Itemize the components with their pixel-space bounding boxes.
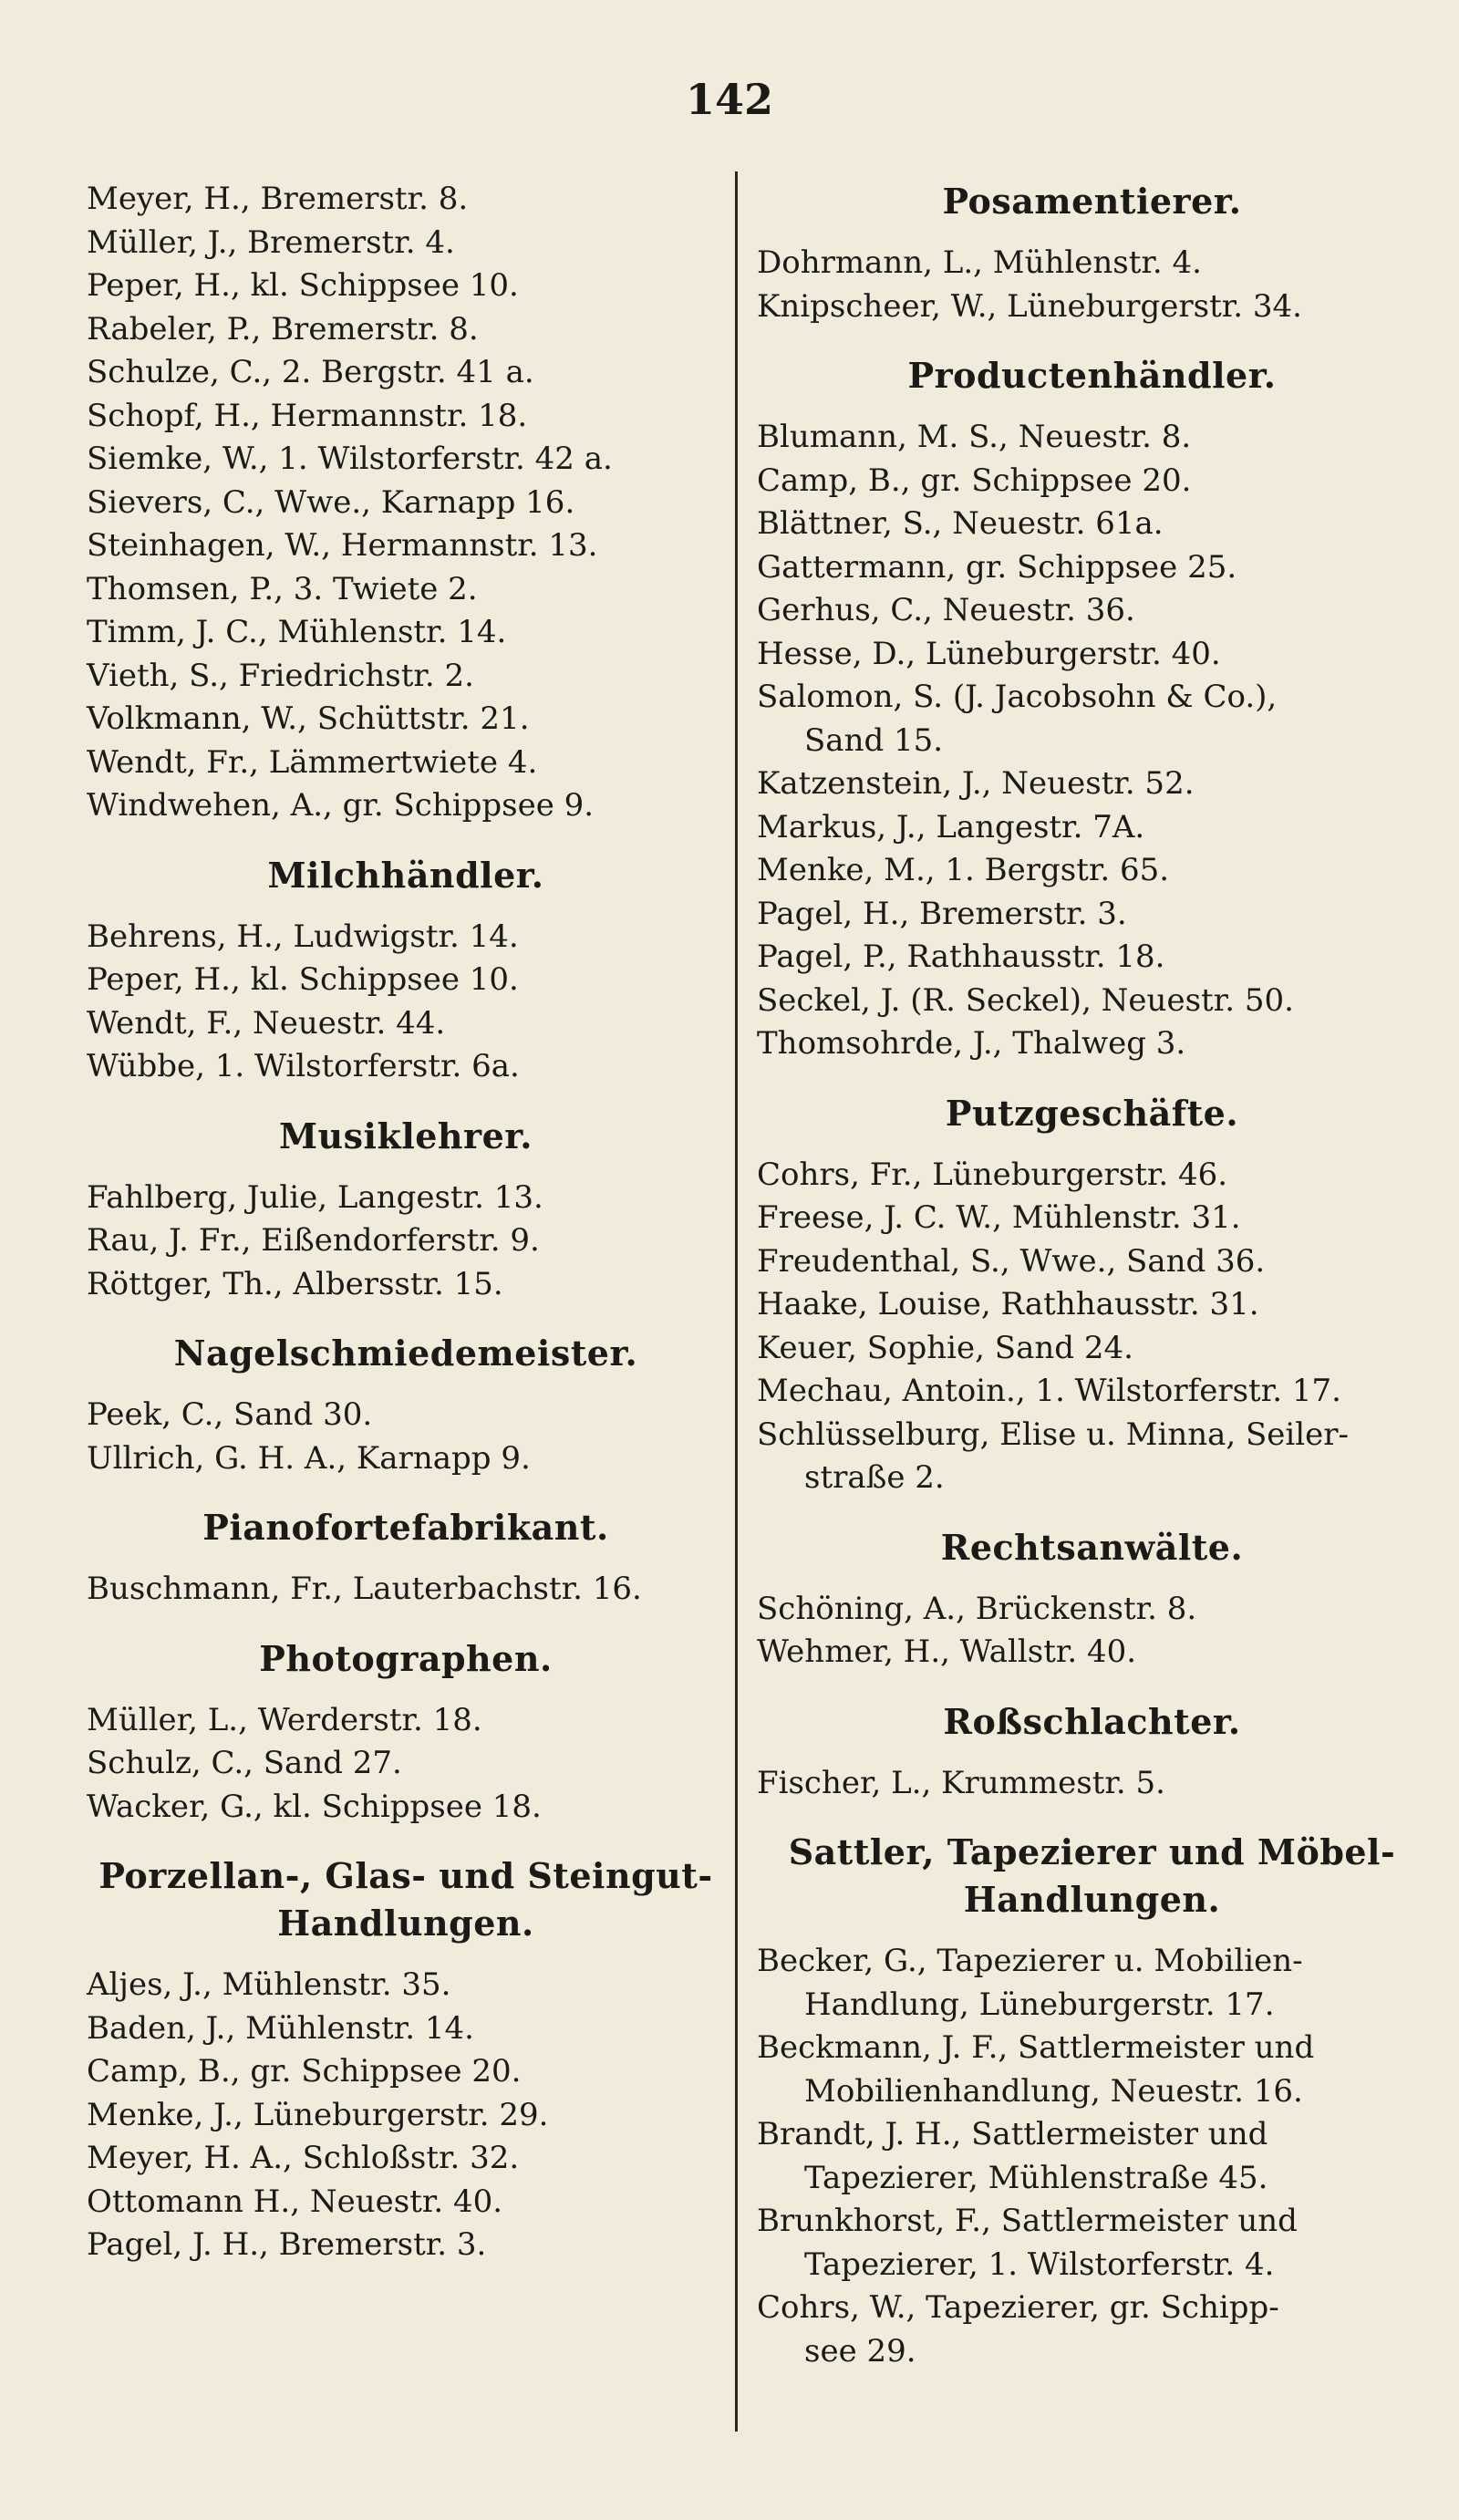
directory-entry: Sievers, C., Wwe., Karnapp 16. <box>87 483 575 521</box>
directory-entry: Behrens, H., Ludwigstr. 14. <box>87 918 519 955</box>
directory-entry: Timm, J. C., Mühlenstr. 14. <box>87 614 507 650</box>
directory-entry: Fischer, L., Krummestr. 5. <box>757 1764 1165 1801</box>
section-heading: Productenhändler. <box>907 355 1277 396</box>
directory-entry-continuation: Handlung, Lüneburgerstr. 17. <box>804 1986 1275 2023</box>
directory-entry-continuation: see 29. <box>804 2332 916 2370</box>
directory-entry: Blumann, M. S., Neuestr. 8. <box>757 419 1192 455</box>
section-heading: Nagelschmiedemeister. <box>173 1333 638 1374</box>
directory-entry: Aljes, J., Mühlenstr. 35. <box>87 1966 451 2003</box>
directory-entry: Schopf, H., Hermannstr. 18. <box>87 397 528 434</box>
directory-entry: Katzenstein, J., Neuestr. 52. <box>757 765 1195 802</box>
directory-entry: Markus, J., Langestr. 7A. <box>757 808 1145 845</box>
directory-entry: Gerhus, C., Neuestr. 36. <box>757 592 1135 628</box>
directory-entry: Siemke, W., 1. Wilstorferstr. 42 a. <box>87 441 613 477</box>
section-heading: Handlungen. <box>963 1879 1221 1920</box>
left-column <box>87 178 725 2267</box>
directory-entry: Peper, H., kl. Schippsee 10. <box>87 267 519 304</box>
directory-entry: Röttger, Th., Albersstr. 15. <box>87 1265 503 1302</box>
directory-entry: Schlüsselburg, Elise u. Minna, Seiler- <box>757 1416 1350 1453</box>
directory-entry: Peper, H., kl. Schippsee 10. <box>87 961 519 998</box>
page-number: 142 <box>685 75 774 124</box>
directory-entry: Meyer, H., Bremerstr. 8. <box>87 181 469 217</box>
directory-entry: Brandt, J. H., Sattlermeister und <box>757 2116 1268 2152</box>
directory-entry-continuation: Sand 15. <box>804 721 944 759</box>
section-heading: Photographen. <box>259 1637 553 1679</box>
directory-entry: Blättner, S., Neuestr. 61a. <box>757 505 1164 542</box>
directory-entry: Vieth, S., Friedrichstr. 2. <box>87 657 474 694</box>
directory-entry-continuation: Mobilienhandlung, Neuestr. 16. <box>804 2072 1303 2110</box>
section-heading: Rechtsanwälte. <box>940 1526 1244 1568</box>
directory-entry: Menke, M., 1. Bergstr. 65. <box>757 852 1170 888</box>
section-heading: Putzgeschäfte. <box>945 1092 1239 1134</box>
directory-entry: Freese, J. C. W., Mühlenstr. 31. <box>757 1199 1241 1236</box>
directory-entry: Volkmann, W., Schüttstr. 21. <box>87 700 530 737</box>
directory-entry: Haake, Louise, Rathhausstr. 31. <box>757 1286 1259 1322</box>
directory-entry: Wacker, G., kl. Schippsee 18. <box>87 1788 542 1825</box>
directory-entry: Rabeler, P., Bremerstr. 8. <box>87 310 479 347</box>
directory-entry-continuation: Tapezierer, 1. Wilstorferstr. 4. <box>804 2245 1275 2283</box>
section-heading: Milchhändler. <box>267 854 544 896</box>
directory-entry: Windwehen, A., gr. Schippsee 9. <box>87 787 595 824</box>
directory-entry-continuation: straße 2. <box>804 1459 945 1496</box>
directory-entry: Rau, J. Fr., Eißendorferstr. 9. <box>87 1222 540 1259</box>
section-heading: Pianofortefabrikant. <box>202 1507 609 1548</box>
directory-entry: Wendt, Fr., Lämmertwiete 4. <box>87 743 538 781</box>
directory-entry: Buschmann, Fr., Lauterbachstr. 16. <box>87 1571 642 1607</box>
section-heading: Sattler, Tapezierer und Möbel- <box>788 1831 1396 1872</box>
directory-entry: Müller, L., Werderstr. 18. <box>87 1701 482 1738</box>
right-column <box>757 178 1427 2373</box>
directory-entry: Steinhagen, W., Hermannstr. 13. <box>87 527 598 564</box>
directory-entry: Brunkhorst, F., Sattlermeister und <box>757 2203 1298 2239</box>
directory-entry: Peek, C., Sand 30. <box>87 1396 373 1433</box>
directory-entry: Becker, G., Tapezierer u. Mobilien- <box>757 1943 1303 1979</box>
directory-entry: Salomon, S. (J. Jacobsohn & Co.), <box>757 679 1278 715</box>
section-heading: Roßschlachter. <box>943 1700 1241 1742</box>
directory-entry: Pagel, H., Bremerstr. 3. <box>757 895 1127 932</box>
directory-entry: Schöning, A., Brückenstr. 8. <box>757 1590 1197 1627</box>
directory-entry: Keuer, Sophie, Sand 24. <box>757 1329 1133 1366</box>
directory-entry: Pagel, P., Rathhausstr. 18. <box>757 939 1165 975</box>
directory-entry: Meyer, H. A., Schloßstr. 32. <box>87 2140 520 2176</box>
section-heading: Posamentierer. <box>942 181 1242 222</box>
directory-entry: Müller, J., Bremerstr. 4. <box>87 223 455 261</box>
directory-entry: Fahlberg, Julie, Langestr. 13. <box>87 1178 543 1216</box>
directory-entry: Freudenthal, S., Wwe., Sand 36. <box>757 1242 1266 1280</box>
directory-entry: Pagel, J. H., Bremerstr. 3. <box>87 2226 487 2263</box>
directory-entry: Baden, J., Mühlenstr. 14. <box>87 2009 474 2047</box>
directory-entry: Beckmann, J. F., Sattlermeister und <box>757 2029 1315 2066</box>
directory-entry: Menke, J., Lüneburgerstr. 29. <box>87 2096 549 2133</box>
directory-entry-continuation: Tapezierer, Mühlenstraße 45. <box>804 2159 1268 2196</box>
directory-entry: Knipscheer, W., Lüneburgerstr. 34. <box>757 287 1302 325</box>
directory-entry: Thomsen, P., 3. Twiete 2. <box>87 570 478 607</box>
directory-entry: Cohrs, Fr., Lüneburgerstr. 46. <box>757 1156 1228 1193</box>
directory-entry: Cohrs, W., Tapezierer, gr. Schipp- <box>757 2289 1279 2326</box>
directory-entry: Camp, B., gr. Schippsee 20. <box>757 461 1192 499</box>
directory-entry: Ullrich, G. H. A., Karnapp 9. <box>87 1439 531 1477</box>
directory-entry: Gattermann, gr. Schippsee 25. <box>757 548 1237 586</box>
directory-entry: Seckel, J. (R. Seckel), Neuestr. 50. <box>757 981 1294 1019</box>
directory-entry: Wendt, F., Neuestr. 44. <box>87 1004 446 1042</box>
directory-entry: Schulze, C., 2. Bergstr. 41 a. <box>87 354 534 390</box>
directory-entry: Camp, B., gr. Schippsee 20. <box>87 2053 522 2090</box>
section-heading: Handlungen. <box>277 1903 534 1944</box>
directory-entry: Dohrmann, L., Mühlenstr. 4. <box>757 244 1202 281</box>
directory-entry: Hesse, D., Lüneburgerstr. 40. <box>757 635 1221 672</box>
directory-entry: Ottomann H., Neuestr. 40. <box>87 2183 503 2220</box>
column-divider <box>735 171 738 2432</box>
directory-entry: Thomsohrde, J., Thalweg 3. <box>757 1025 1186 1062</box>
directory-entry: Wehmer, H., Wallstr. 40. <box>757 1633 1137 1670</box>
directory-entry: Mechau, Antoin., 1. Wilstorferstr. 17. <box>757 1373 1341 1409</box>
directory-entry: Wübbe, 1. Wilstorferstr. 6a. <box>87 1048 520 1084</box>
section-heading: Musiklehrer. <box>278 1115 533 1156</box>
section-heading: Porzellan-, Glas- und Steingut- <box>98 1855 713 1896</box>
directory-entry: Schulz, C., Sand 27. <box>87 1745 402 1781</box>
